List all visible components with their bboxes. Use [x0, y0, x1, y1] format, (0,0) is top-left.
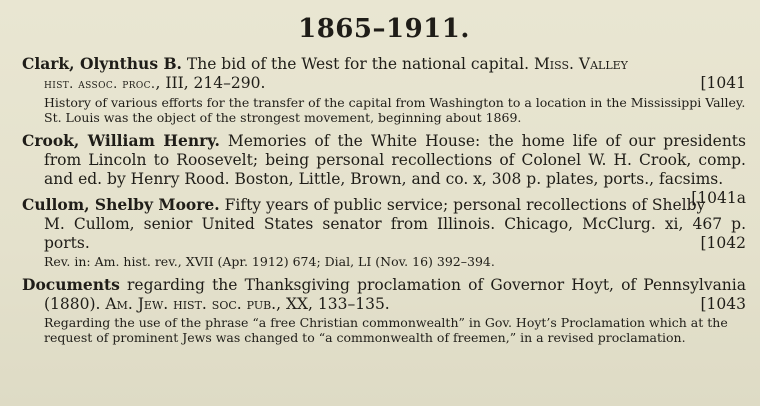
entry-source: Miss. Valley — [533, 55, 628, 73]
entry-title: regarding the Thanksgiving proclamation of Governor Hoyt, of Pennsylvania (1880). — [44, 276, 746, 313]
bibliography-entry-1042 — [22, 195, 746, 269]
entry-body — [22, 54, 746, 94]
entry-title: Memories of the White House: the home life of our presidents from Lincoln to Roosevelt; being personal recollections of Colonel W. H. Crook, comp. and ed. by Henry Rood. Boston, Little, Brown, and co. x, 308 p. plates, ports., facsims. — [44, 132, 746, 188]
page-title: 1865–1911. — [298, 14, 470, 44]
entry-note: History of various efforts for the transfer of the capital from Washington to a location in the Mississippi Valley. St. Louis was the object of the strongest movement, beginning about 1869. — [44, 95, 746, 125]
entry-citation: , XX, 133–135. — [276, 295, 390, 313]
entry-number: [1041 — [700, 74, 746, 92]
entry-author: Cullom, Shelby Moore. — [22, 195, 220, 214]
entry-body — [22, 195, 746, 253]
bibliography-entry-1041 — [22, 54, 746, 125]
entry-author: Crook, William Henry. — [22, 131, 220, 150]
entry-number: [1043 — [700, 295, 746, 313]
entry-number: [1042 — [700, 234, 746, 252]
bibliography-entry-1043 — [22, 275, 746, 345]
entry-source-cont: hist. assoc. proc. — [44, 77, 156, 92]
entry-note: Rev. in: Am. hist. rev., XVII (Apr. 1912) 674; Dial, LI (Nov. 16) 392–394. — [44, 254, 495, 269]
entry-number: [1041a — [691, 189, 746, 207]
entry-author: Documents — [22, 275, 120, 294]
entry-note: Regarding the use of the phrase “a free Christian commonwealth” in Gov. Hoyt’s Proclamation which at the request of prominent Jews was changed to “a commonwealth of freemen,” in a revised proclamation. — [44, 315, 728, 345]
entry-author: Clark, Olynthus B. — [22, 54, 182, 73]
entry-title: The bid of the West for the national capital. — [181, 55, 534, 73]
entry-body — [22, 275, 746, 314]
entry-source: Am. Jew. hist. soc. pub. — [105, 295, 277, 313]
entry-title: Fifty years of public service; personal recollections of Shelby M. Cullom, senior United States senator from Illinois. Chicago, McClurg. xi, 467 p. ports. — [44, 196, 746, 252]
entry-citation: , III, 214–290. — [155, 74, 266, 92]
